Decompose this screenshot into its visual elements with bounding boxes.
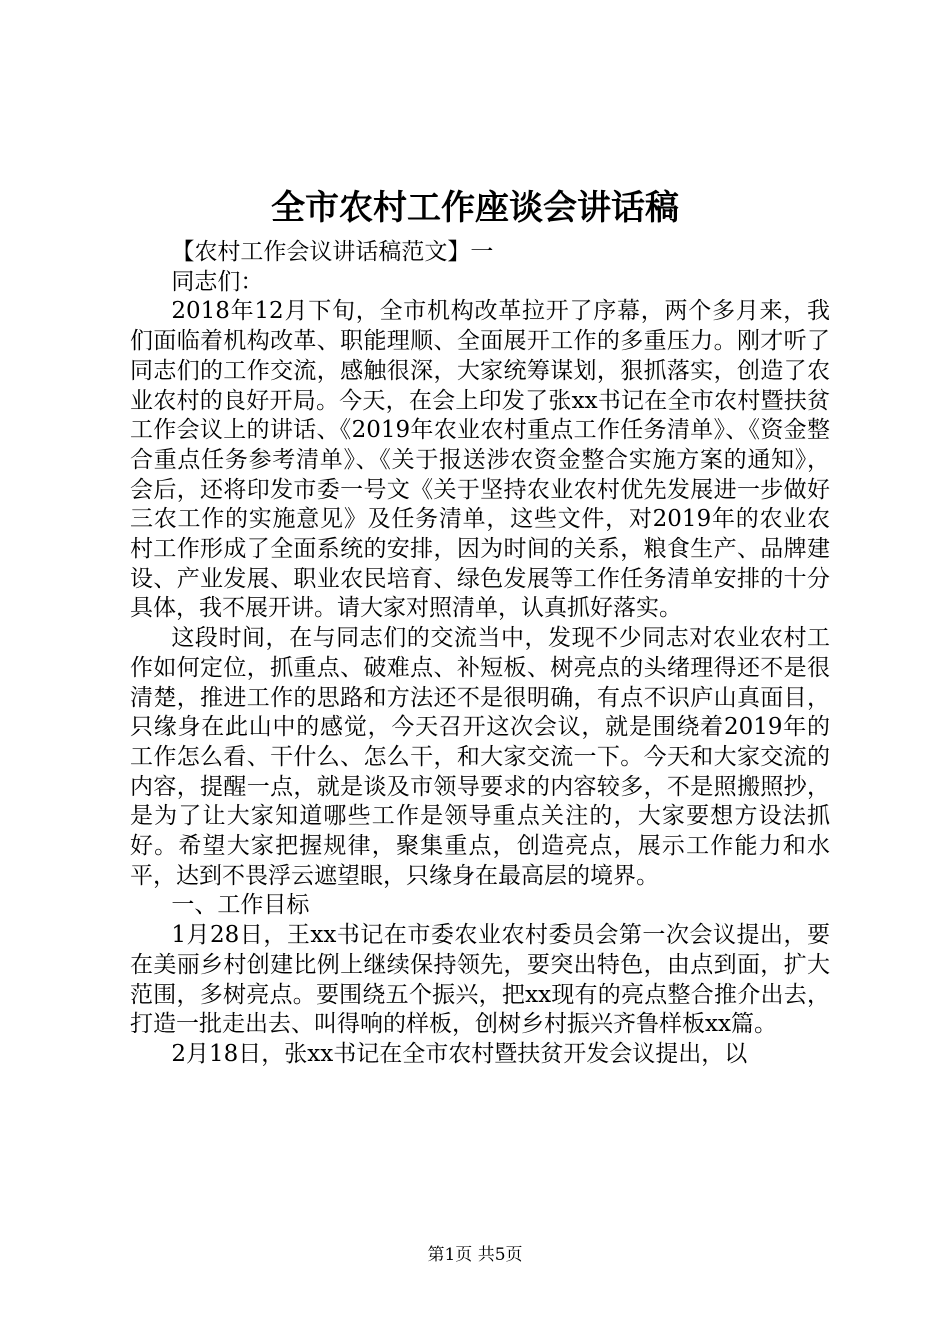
document-subtitle: 【农村工作会议讲话稿范文】一 — [171, 239, 494, 265]
document-body — [130, 238, 830, 1070]
section-heading: 一、工作目标 — [171, 892, 310, 919]
page-footer: 第1页 共5页 — [427, 1245, 523, 1265]
salutation: 同志们： — [171, 268, 264, 295]
paragraph: 1月28日，王xx书记在市委农业农村委员会第一次会议提出，要在美丽乡村创建比例上继续保持领先，要突出特色，由点到面，扩大范围，多树亮点。要围绕五个振兴，把xx现有的亮点整合推介出去，打造一批走出去、叫得响的样板，创树乡村振兴齐鲁样板xx篇。 — [130, 922, 830, 1038]
paragraph: 这段时间，在与同志们的交流当中，发现不少同志对农业农村工作如何定位，抓重点、破难点、补短板、树亮点的头绪理得还不是很清楚，推进工作的思路和方法还不是很明确，有点不识庐山真面目，只缘身在此山中的感觉，今天召开这次会议，就是围绕着2019年的工作怎么看、干什么、怎么干，和大家交流一下。今天和大家交流的内容，提醒一点，就是谈及市领导要求的内容较多，不是照搬照抄，是为了让大家知道哪些工作是领导重点关注的，大家要想方设法抓好。希望大家把握规律，聚集重点，创造亮点，展示工作能力和水平，达到不畏浮云遮望眼，只缘身在最高层的境界。 — [130, 625, 830, 889]
paragraph: 2月18日，张xx书记在全市农村暨扶贫开发会议提出，以 — [171, 1040, 748, 1067]
paragraph: 2018年12月下旬，全市机构改革拉开了序幕，两个多月来，我们面临着机构改革、职能理顺、全面展开工作的多重压力。刚才听了同志们的工作交流，感触很深，大家统筹谋划，狠抓落实，创造了农业农村的良好开局。今天，在会上印发了张xx书记在全市农村暨扶贫工作会议上的讲话、《2019年农业农村重点工作任务清单》、《资金整合重点任务参考清单》、《关于报送涉农资金整合实施方案的通知》，会后，还将印发市委一号文《关于坚持农业农村优先发展进一步做好三农工作的实施意见》及任务清单，这些文件，对2019年的农业农村工作形成了全面系统的安排，因为时间的关系，粮食生产、品牌建设、产业发展、职业农民培育、绿色发展等工作任务清单安排的十分具体，我不展开讲。请大家对照清单，认真抓好落实。 — [130, 298, 830, 622]
document-title: 全市农村工作座谈会讲话稿 — [271, 188, 679, 228]
